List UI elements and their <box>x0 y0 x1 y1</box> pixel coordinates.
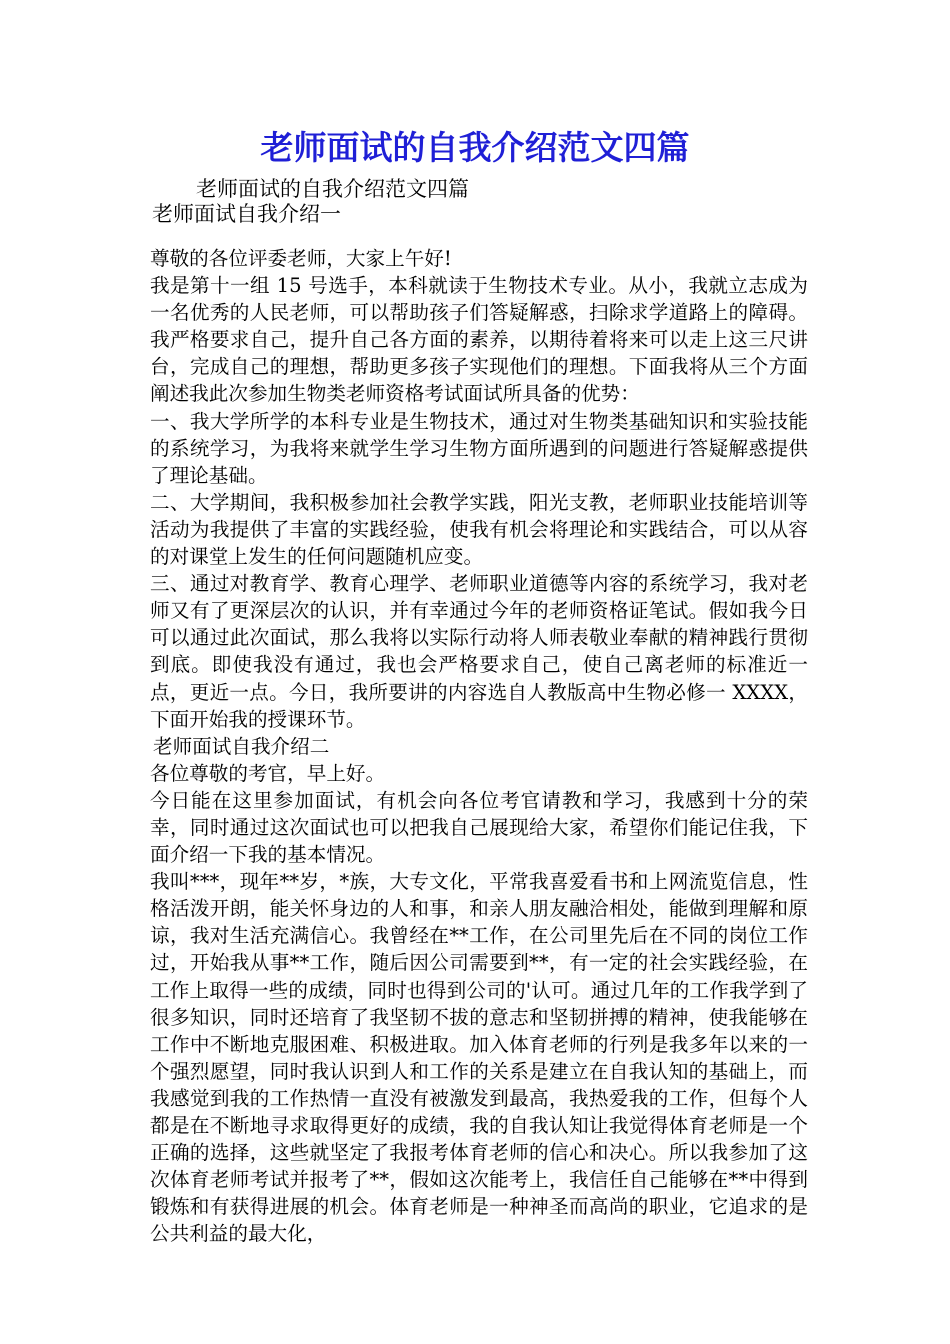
document-title: 老师面试的自我介绍范文四篇 <box>260 128 690 167</box>
paragraph-greeting: 尊敬的各位评委老师，大家上午好! <box>150 247 452 270</box>
document-subtitle: 老师面试的自我介绍范文四篇 <box>196 177 469 201</box>
paragraph-point-three: 三、通过对教育学、教育心理学、老师职业道德等内容的系统学习，我对老师又有了更深层次的认识，并有幸通过今年的老师资格证笔试。假如我今日可以通过此次面试，那么我将以实际行动将人师表敬业奉献的精神践行贯彻到底。即使我没有通过，我也会严格要求自己，使自己离老师的标准近一点，更近一点。今日，我所要讲的内容选自人教版高中生物必修一 XXXX，下面开始我的授课环节。 <box>150 572 808 731</box>
section-heading-two: 老师面试自我介绍二 <box>153 734 330 758</box>
paragraph-background-two: 我叫***，现年**岁，*族，大专文化，平常我喜爱看书和上网流览信息，性格活泼开朗，能关怀身边的人和事，和亲人朋友融洽相处，能做到理解和原谅，我对生活充满信心。我曾经在**工作，在公司里先后在不同的岗位工作过，开始我从事**工作，随后因公司需要到**，有一定的社会实践经验，在工作上取得一些的成绩，同时也得到公司的'认可。通过几年的工作我学到了很多知识，同时还培育了我坚韧不拔的意志和坚韧拼搏的精神，使我能够在工作中不断地克服困难、积极进取。加入体育老师的行列是我多年以来的一个强烈愿望，同时我认识到人和工作的关系是建立在自我认知的基础上，而我感觉到我的工作热情一直没有被激发到最高，我热爱我的工作，但每个人都是在不断地寻求取得更好的成绩，我的自我认知让我觉得体育老师是一个正确的选择，这些就坚定了我报考体育老师的信心和决心。所以我参加了这次体育老师考试并报考了**，假如这次能考上，我信任自己能够在**中得到锻炼和有获得进展的机会。体育老师是一种神圣而高尚的职业，它追求的是公共利益的最大化， <box>150 870 808 1246</box>
paragraph-opening-two: 今日能在这里参加面试，有机会向各位考官请教和学习，我感到十分的荣幸，同时通过这次面试也可以把我自己展现给大家，希望你们能记住我，下面介绍一下我的基本情况。 <box>150 788 808 867</box>
paragraph-greeting-two: 各位尊敬的考官，早上好。 <box>150 761 386 785</box>
paragraph-point-two: 二、大学期间，我积极参加社会教学实践，阳光支教，老师职业技能培训等活动为我提供了丰富的实践经验，使我有机会将理论和实践结合，可以从容的对课堂上发生的任何问题随机应变。 <box>150 490 808 569</box>
section-heading-one: 老师面试自我介绍一 <box>152 202 341 226</box>
document-body <box>146 245 808 1247</box>
paragraph-point-one: 一、我大学所学的本科专业是生物技术，通过对生物类基础知识和实验技能的系统学习，为我将来就学生学习生物方面所遇到的问题进行答疑解惑提供了理论基础。 <box>150 409 808 487</box>
paragraph-intro: 我是第十一组 15 号选手，本科就读于生物技术专业。从小，我就立志成为一名优秀的人民老师，可以帮助孩子们答疑解惑，扫除求学道路上的障碍。我严格要求自己，提升自己各方面的素养，以期待着将来可以走上这三尺讲台，完成自己的理想，帮助更多孩子实现他们的理想。下面我将从三个方面阐述我此次参加生物类老师资格考试面试所具备的优势： <box>150 274 808 406</box>
